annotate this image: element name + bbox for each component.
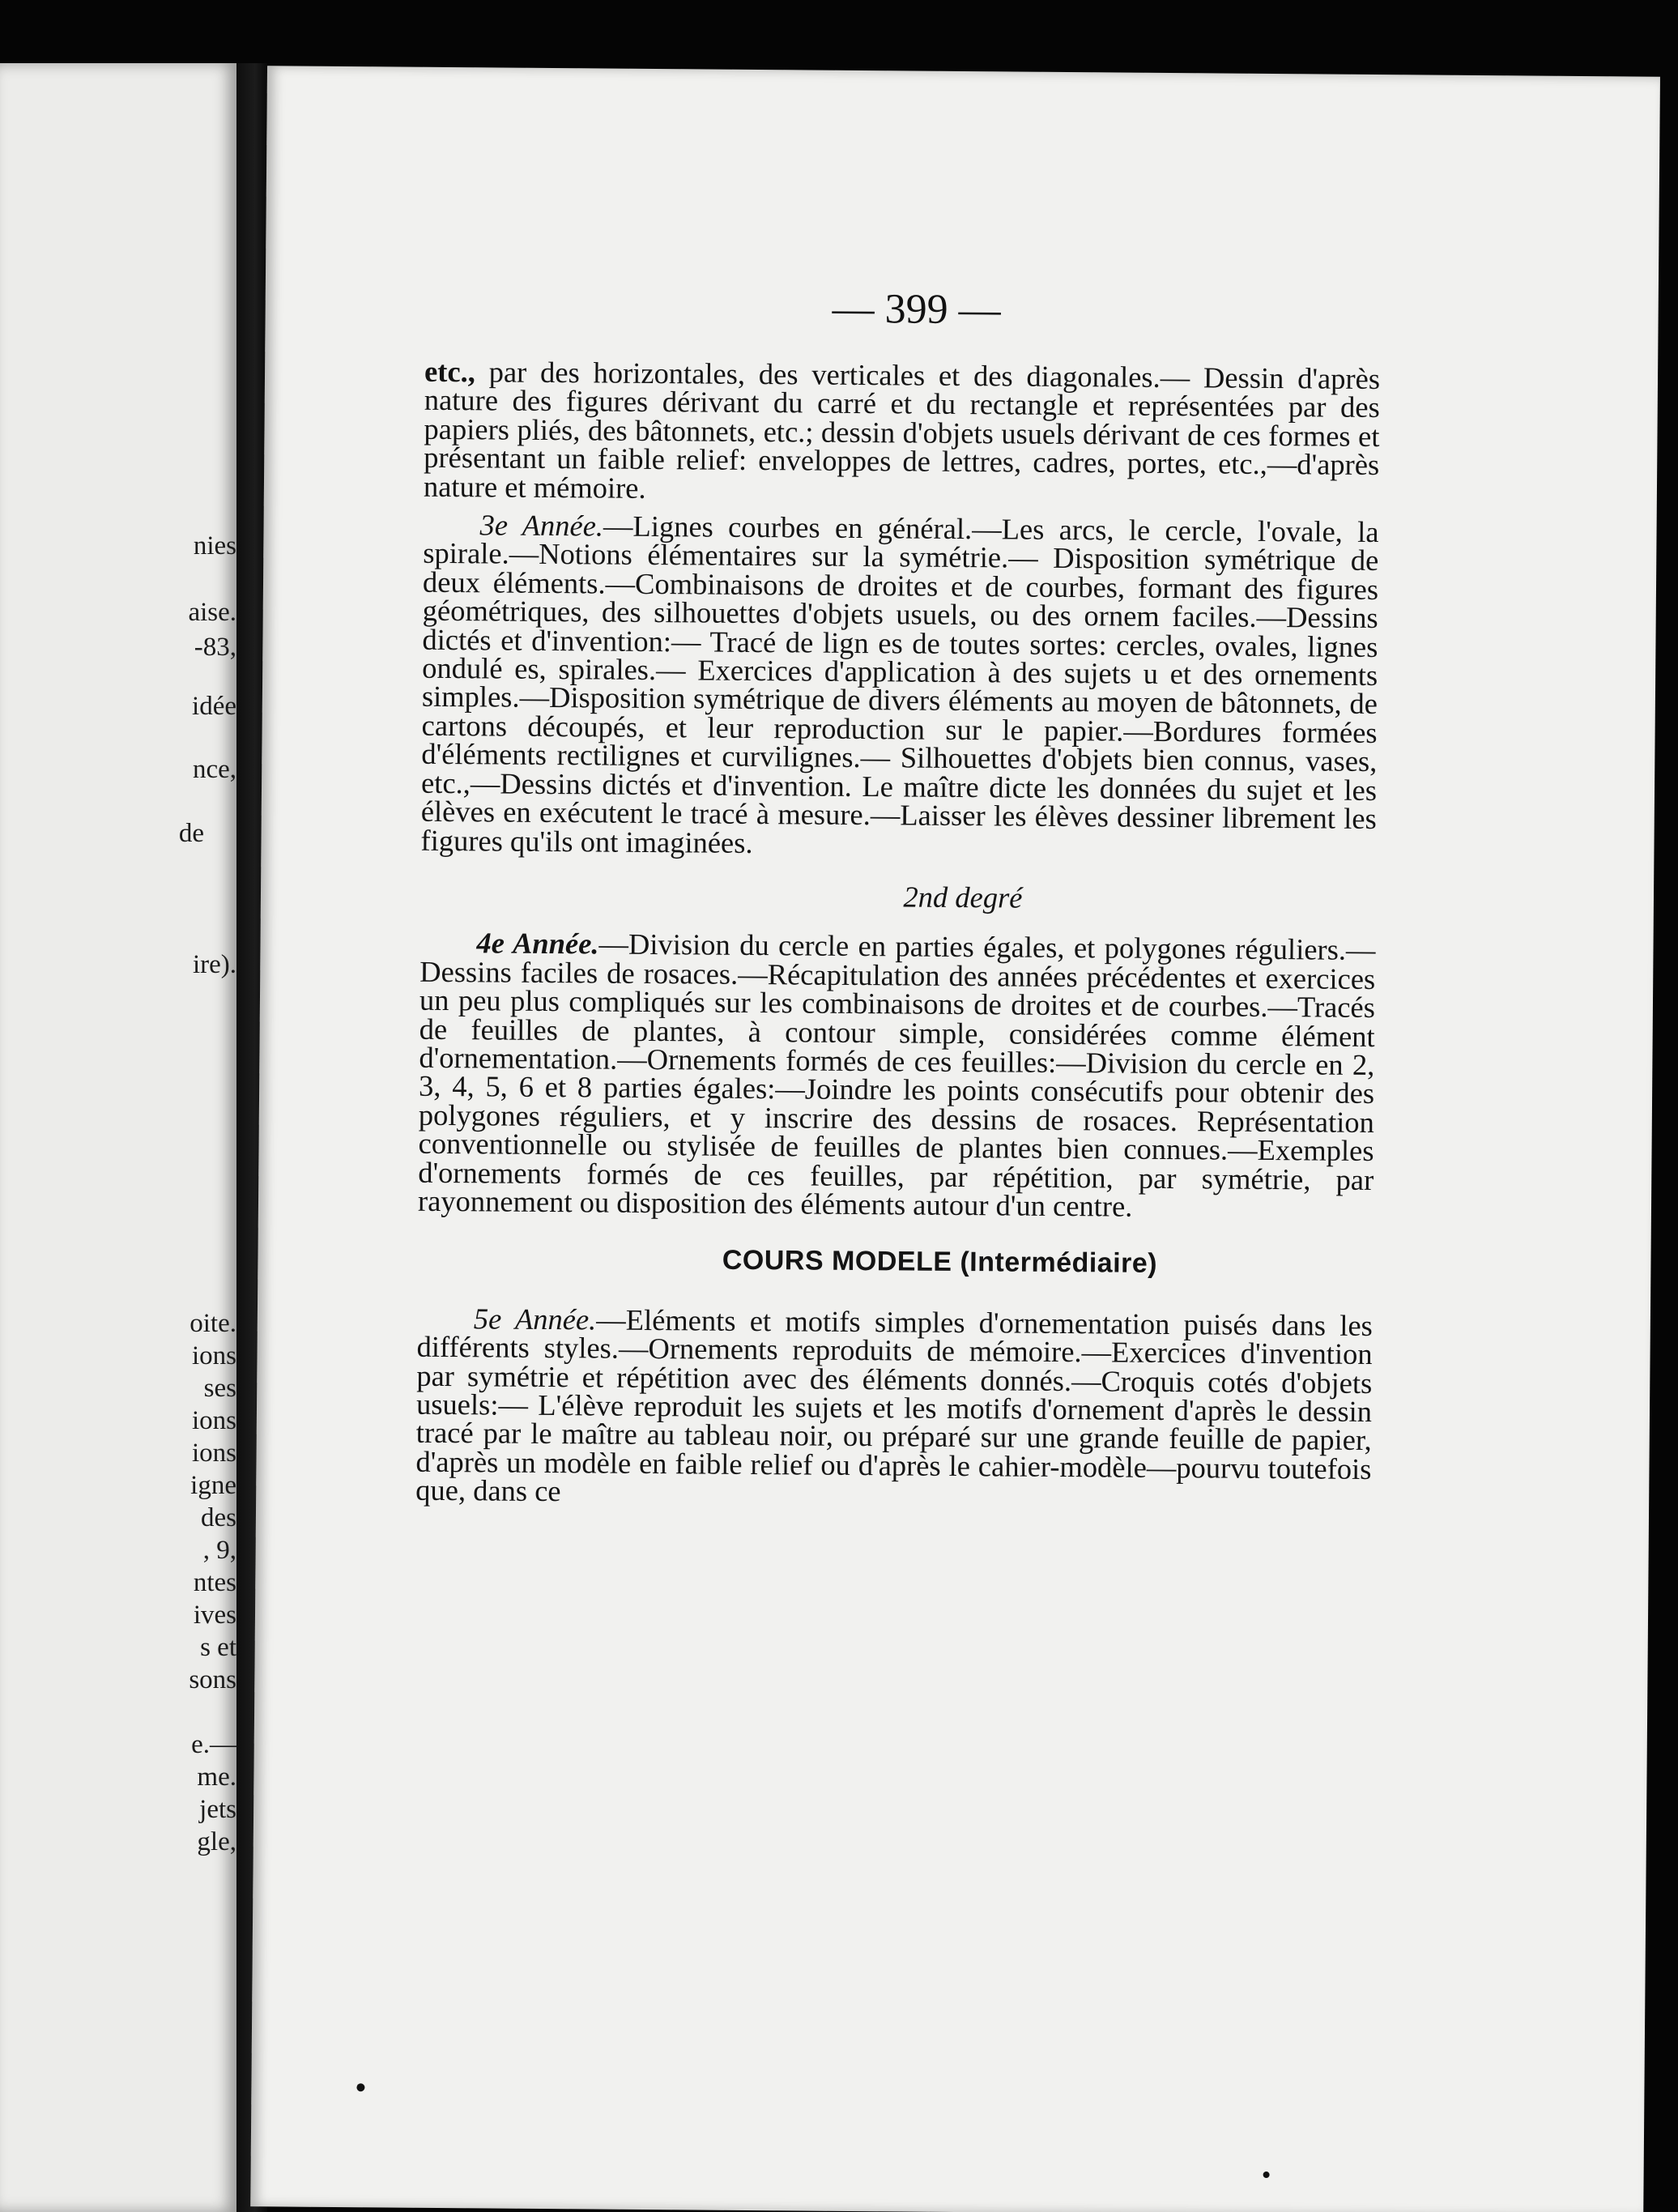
left-fragment: s et xyxy=(200,1634,236,1661)
section-title: COURS MODELE (Intermédiaire) xyxy=(722,1245,1158,1280)
annee4-text: —Division du cercle en parties égales, et polygones réguliers.—Dessins faciles de rosaces.—Récapitulation des années précédentes et exercices un peu plus compliqués sur les combinaisons de droites et de courbes.—Tracés de feuilles de plantes, à contour simple, considérées comme élément d'ornementation.—Ornements formés de ces feuilles:—Division du cercle en 2, 3, 4, 5, 6 et 8 parties égales:—Joindre les points consécutifs pour obtenir des polygones réguliers, et y inscrire des dessins de rosaces. Représentation conventionnelle ou stylisée de feuilles de plantes bien connues.—Exemples d'ornements formés de ces feuilles, par répétition, par symétrie, par rayonnement ou disposition des éléments autour d'un centre. xyxy=(417,927,1376,1223)
left-fragment: sons xyxy=(189,1667,236,1694)
left-fragment: igne xyxy=(190,1473,236,1499)
left-fragment: e.— xyxy=(191,1732,236,1758)
left-fragment: nies xyxy=(193,533,236,560)
left-fragment: -83, xyxy=(194,634,236,661)
left-fragment: ives xyxy=(193,1602,236,1629)
annee4-label: 4e Année. xyxy=(476,926,599,961)
left-fragment: ntes xyxy=(193,1570,236,1596)
left-fragment: me. xyxy=(197,1764,236,1791)
left-fragment: des xyxy=(201,1505,236,1532)
left-fragment: ses xyxy=(203,1375,236,1402)
left-fragment: de xyxy=(178,820,204,847)
annee3-label: 3e Année. xyxy=(479,508,604,543)
intro-text: par des horizontales, des verticales et des diagonales.— Dessin d'après nature des figures dérivant du carré et du rectangle et représentées par des papiers pliés, des bâtonnets, etc.; dessin d'objets usuels dérivant de ces formes et présentant un faible relief: enveloppes de lettres, cadres, portes, etc.,—d'après nature et mémoire. xyxy=(423,355,1381,505)
left-fragment: ire). xyxy=(192,952,236,978)
facing-page xyxy=(0,63,236,2212)
annee5-label: 5e Année. xyxy=(473,1302,597,1336)
left-fragment: gle, xyxy=(197,1829,236,1856)
left-fragment: ions xyxy=(191,1343,236,1370)
left-fragment: idée xyxy=(192,693,236,720)
left-fragment: oite. xyxy=(190,1311,236,1337)
annee3-text: —Lignes courbes en général.—Les arcs, le cercle, l'ovale, la spirale.—Notions élémentaires sur la symétrie.— Disposition symétrique de deux éléments.—Combinaisons de droites et de courbes, formant des figures géométriques, des silhouettes d'objets usuels, ou des ornem faciles.—Dessins dictés et d'invention:— Tracé de lign es de toutes sortes: cercles, ovales, lignes ondulé es, spirales.— Exercices d'application à des sujets u et des ornements simples.—Disposition symétrique de divers éléments au moyen de bâtonnets, de cartons découpés, et leur reproduction sur le papier.—Bordures formées d'éléments rectilignes et curvilignes.— Silhouettes d'objets bien connus, vases, etc.,—Dessins dictés et d'invention. Le maître dicte les données du sujet et les élèves en exécutent le tracé à mesure.—Laisser les élèves dessiner librement les figures qu'ils ont imaginées. xyxy=(420,509,1379,859)
intro-lead: etc., xyxy=(424,354,476,389)
paragraph-3e-annee xyxy=(420,510,1378,862)
scan-speck xyxy=(1263,2172,1270,2178)
scan-speck xyxy=(356,2083,364,2091)
annee5-text: —Eléments et motifs simples d'ornementation puisés dans les différents styles.—Ornements reproduits de mémoire.—Exercices d'invention par symétrie et répétition avec des éléments donnés.—Croquis cotés d'objets usuels:— L'élève reproduit les sujets et les motifs d'ornement d'après le dessin tracé par le maître au tableau noir, ou préparé sur une grande feuille de papier, d'après un modèle en faible relief ou d'après le cahier-modèle—pourvu toutefois que, dans ce xyxy=(415,1302,1373,1508)
body-text xyxy=(415,354,1381,1512)
left-fragment: nce, xyxy=(192,757,236,783)
paragraph-4e-annee xyxy=(418,928,1376,1222)
main-page xyxy=(250,66,1660,2212)
paragraph-intro xyxy=(423,354,1381,508)
left-fragment: jets xyxy=(199,1796,236,1823)
left-fragment: , 9, xyxy=(202,1537,236,1564)
left-fragment: ions xyxy=(191,1408,236,1434)
subheading-2nd-degre: 2nd degré xyxy=(903,880,1023,914)
page-number: — 399 — xyxy=(832,285,1001,334)
left-fragment: ions xyxy=(191,1440,236,1467)
paragraph-5e-annee xyxy=(415,1304,1373,1512)
left-fragment: aise. xyxy=(188,599,236,626)
